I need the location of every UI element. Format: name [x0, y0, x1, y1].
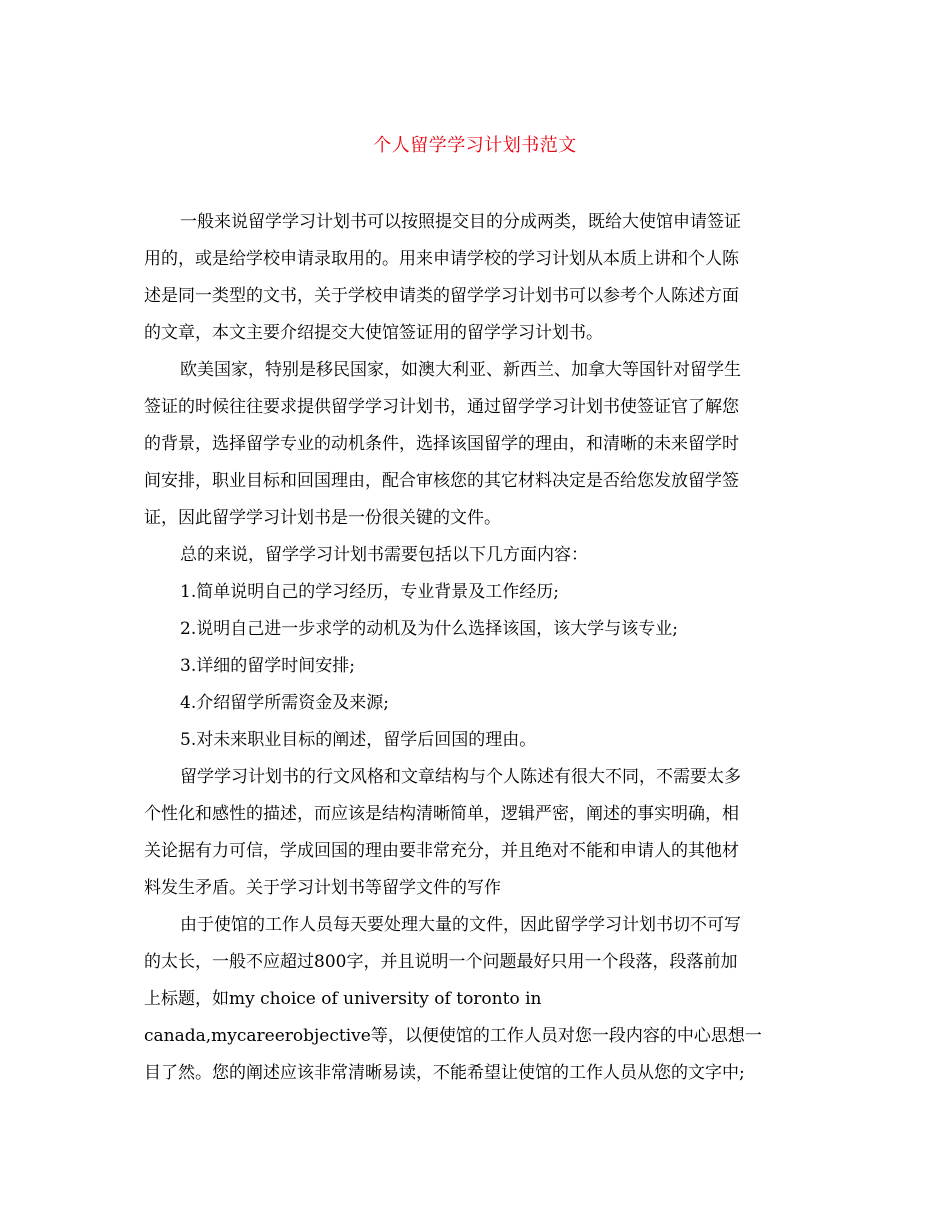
text-line: 留学学习计划书的行文风格和文章结构与个人陈述有很大不同，不需要太多 [180, 767, 741, 787]
text-line: 由于使馆的工作人员每天要处理大量的文件，因此留学学习计划书切不可写 [180, 915, 741, 935]
text-line: 关论据有力可信，学成回国的理由要非常充分，并且绝对不能和申请人的其他材 [144, 841, 739, 861]
text-line: 的文章，本文主要介绍提交大使馆签证用的留学学习计划书。 [144, 323, 603, 343]
text-line: 的背景，选择留学专业的动机条件，选择该国留学的理由，和清晰的未来留学时 [144, 434, 739, 454]
text-line: 个性化和感性的描述，而应该是结构清晰简单，逻辑严密，阐述的事实明确，相 [144, 804, 739, 824]
list-item: 1.简单说明自己的学习经历，专业背景及工作经历; [180, 582, 559, 602]
text-line: 述是同一类型的文书，关于学校申请类的留学学习计划书可以参考个人陈述方面 [144, 286, 739, 306]
list-item: 4.介绍留学所需资金及来源; [180, 693, 389, 713]
text-line: 的太长，一般不应超过800字，并且说明一个问题最好只用一个段落，段落前加 [144, 952, 738, 972]
text-line: 料发生矛盾。关于学习计划书等留学文件的写作 [144, 878, 501, 898]
text-line: 用的，或是给学校申请录取用的。用来申请学校的学习计划从本质上讲和个人陈 [144, 249, 739, 269]
text-line: 总的来说，留学学习计划书需要包括以下几方面内容： [180, 545, 588, 565]
text-line: 欧美国家，特别是移民国家，如澳大利亚、新西兰、加拿大等国针对留学生 [180, 360, 741, 380]
list-item: 5.对未来职业目标的阐述，留学后回国的理由。 [180, 730, 537, 750]
text-line: 签证的时候往往要求提供留学学习计划书，通过留学学习计划书使签证官了解您 [144, 397, 739, 417]
document-body [144, 204, 808, 1092]
document-title: 个人留学学习计划书范文 [373, 135, 577, 156]
text-line: canada,mycareerobjective等，以便使馆的工作人员对您一段内容的中心思想一 [144, 1026, 762, 1046]
list-item: 3.详细的留学时间安排; [180, 656, 355, 676]
text-line: 一般来说留学学习计划书可以按照提交目的分成两类，既给大使馆申请签证 [180, 212, 741, 232]
text-line: 证，因此留学学习计划书是一份很关键的文件。 [144, 508, 501, 528]
text-line: 目了然。您的阐述应该非常清晰易读，不能希望让使馆的工作人员从您的文字中; [144, 1063, 745, 1083]
text-line: 上标题，如my choice of university of toronto in [144, 989, 542, 1009]
list-item: 2.说明自己进一步求学的动机及为什么选择该国，该大学与该专业; [180, 619, 678, 639]
text-line: 间安排，职业目标和回国理由，配合审核您的其它材料决定是否给您发放留学签 [144, 471, 739, 491]
